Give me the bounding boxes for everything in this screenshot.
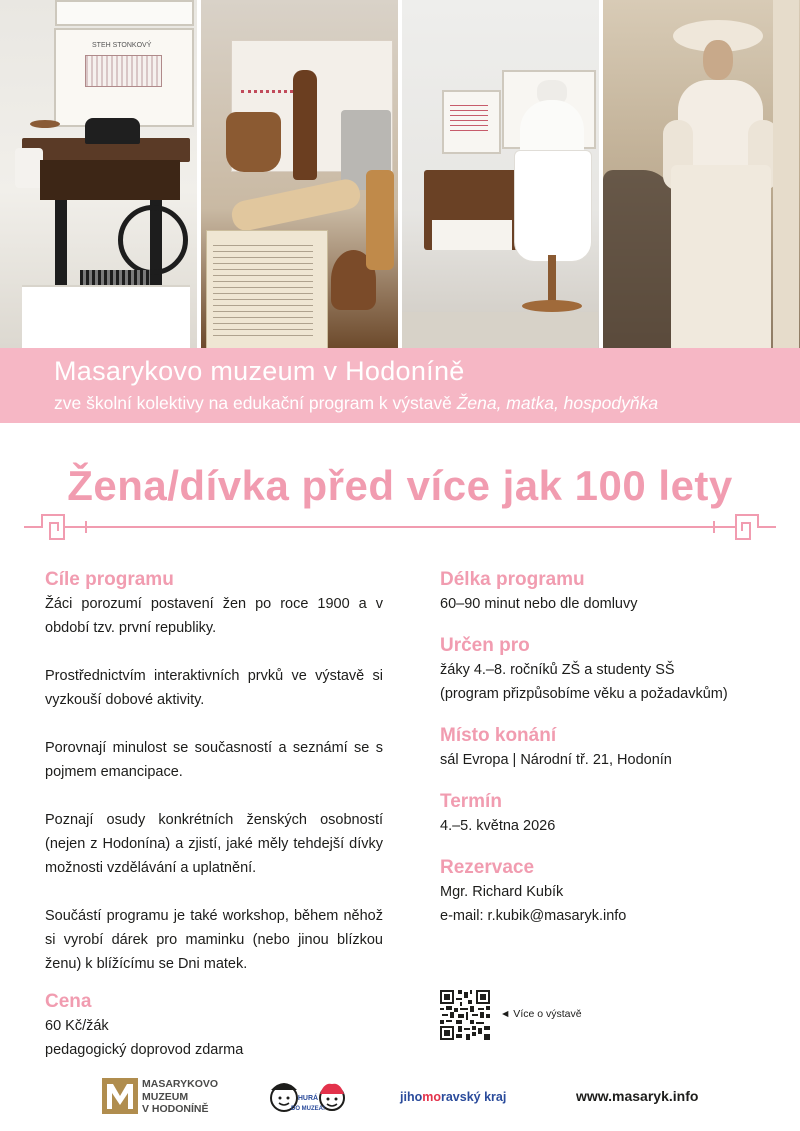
region-logo-rest: ravský kraj <box>440 1090 507 1104</box>
duration-heading: Délka programu <box>440 569 585 590</box>
goal-paragraph: Prostřednictvím interaktivních prvků ve výstavě si vyzkouší dobové aktivity. <box>45 668 383 708</box>
photo-underwear-exhibit <box>402 0 599 348</box>
qr-link-label[interactable]: ◄ Více o výstavě <box>500 1008 582 1020</box>
place-value: sál Evropa | Národní tř. 21, Hodonín <box>440 752 672 768</box>
photo-kitchen-items <box>201 0 398 348</box>
banner-subtitle <box>54 393 658 414</box>
hura-do-muzea-logo <box>266 1070 350 1120</box>
website-link[interactable]: www.masaryk.info <box>576 1088 699 1104</box>
region-logo-accent: mo <box>422 1090 441 1104</box>
duration-value: 60–90 minut nebo dle domluvy <box>440 596 638 612</box>
photo-strip <box>0 0 800 348</box>
museum-logo-line: MUZEUM <box>142 1090 189 1103</box>
date-value: 4.–5. května 2026 <box>440 818 556 834</box>
region-logo-part: jiho <box>400 1090 423 1104</box>
audience-heading: Určen pro <box>440 635 530 656</box>
goals-heading: Cíle programu <box>45 569 174 590</box>
date-heading: Termín <box>440 791 502 812</box>
goal-paragraph: Součástí programu je také workshop, během něhož si vyrobí dárek pro maminku (nebo jinou blízkou ženu) k blížícímu se Dni matek. <box>45 908 383 972</box>
exhibition-name: Žena, matka, hospodyňka <box>456 393 659 413</box>
museum-logo-text <box>142 1078 218 1116</box>
program-title: Žena/dívka před více jak 100 lety <box>67 462 733 509</box>
museum-logo-icon <box>102 1078 138 1114</box>
museum-name: Masarykovo muzeum v Hodoníně <box>54 356 465 386</box>
ornament-divider <box>24 510 776 544</box>
right-column <box>440 568 770 928</box>
museum-logo-line: V HODONÍNĚ <box>142 1103 209 1115</box>
sampler-label: STEH STONKOVÝ <box>92 42 152 49</box>
place-heading: Místo konání <box>440 725 557 746</box>
goal-paragraph: Poznají osudy konkrétních ženských osobností (nejen z Hodonína) a zjistí, jaké měly tehdejší dívky možnosti vzdělávání a uplatnění. <box>45 812 383 876</box>
audience-note: (program přizpůsobíme věku a požadavkům) <box>440 686 728 702</box>
qr-code[interactable] <box>440 990 490 1040</box>
left-column <box>45 568 383 1062</box>
photo-historic-portrait <box>603 0 800 348</box>
museum-logo-line: MASARYKOVO <box>142 1078 219 1090</box>
price-note: pedagogický doprovod zdarma <box>45 1042 244 1058</box>
audience-value: žáky 4.–8. ročníků ZŠ a studenty SŠ <box>440 662 675 678</box>
kids-logo-line: HURÁ <box>297 1095 319 1102</box>
goal-paragraph: Porovnají minulost se současností a seznámí se s pojmem emancipace. <box>45 740 383 780</box>
reservation-heading: Rezervace <box>440 857 535 878</box>
reservation-contact-name: Mgr. Richard Kubík <box>440 884 564 900</box>
region-logo <box>400 1090 506 1104</box>
region-logo-part <box>422 1090 506 1104</box>
kids-logo-line: DO MUZEA! <box>291 1106 325 1112</box>
goal-paragraph: Žáci porozumí postavení žen po roce 1900 a v období tzv. první republiky. <box>45 596 383 636</box>
banner-subtitle-text: zve školní kolektivy na edukační program k výstavě <box>54 393 457 413</box>
reservation-email[interactable]: e-mail: r.kubik@masaryk.info <box>440 908 627 924</box>
price-heading: Cena <box>45 991 92 1012</box>
photo-sewing-machine <box>0 0 197 348</box>
price-value: 60 Kč/žák <box>45 1018 109 1034</box>
